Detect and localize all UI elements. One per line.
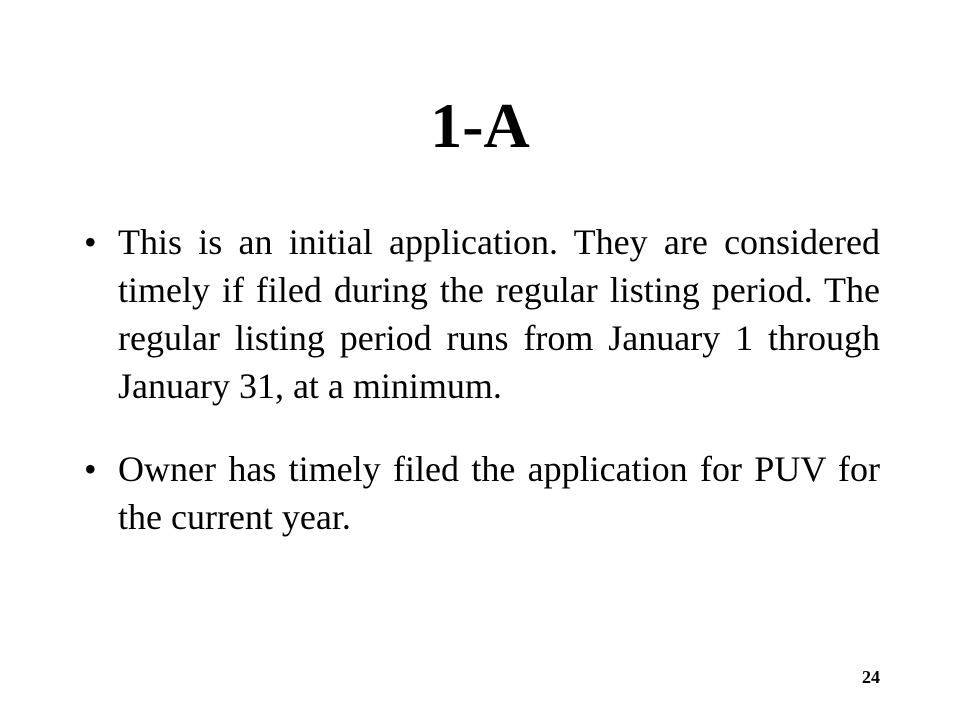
bullet-icon: •	[84, 449, 97, 489]
bullet-text: Owner has timely filed the application for PUV for the current year.	[118, 449, 880, 537]
bullet-item	[80, 218, 880, 410]
bullet-list	[80, 218, 880, 541]
bullet-item	[80, 445, 880, 541]
bullet-text: This is an initial application. They are considered timely if filed during the regular listing period. The regular listing period runs from January 1 through January 31, at a minimum.	[118, 222, 880, 406]
page-number: 24	[862, 667, 880, 687]
bullet-icon: •	[84, 222, 97, 262]
slide-title: 1-A	[430, 90, 530, 161]
